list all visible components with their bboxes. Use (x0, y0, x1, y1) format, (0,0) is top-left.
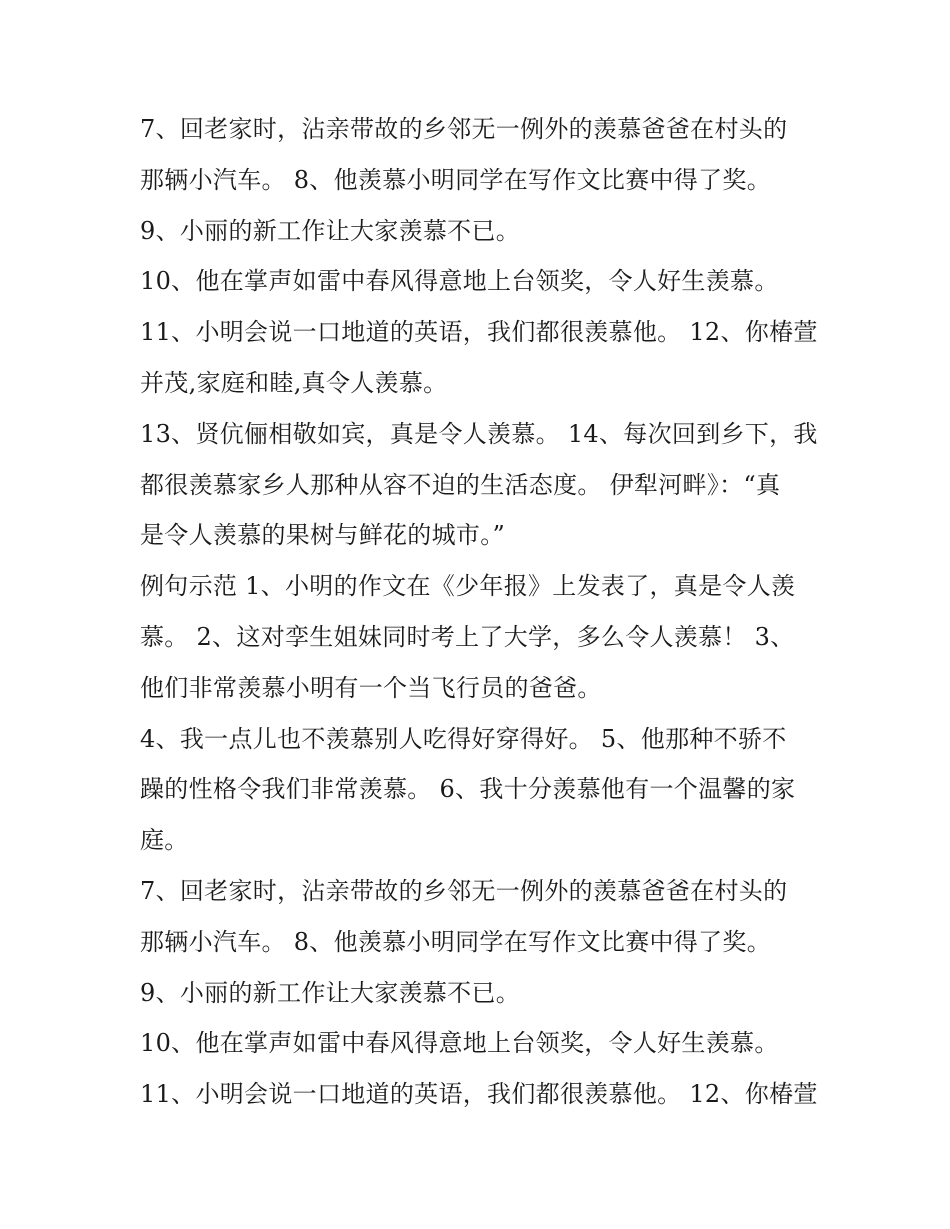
text-line: 例句示范 1、小明的作文在《少年报》上发表了，真是令人羡 (140, 572, 796, 601)
text-line: 并茂,家庭和睦,真令人羡慕。 (140, 368, 448, 397)
text-line: 他们非常羡慕小明有一个当飞行员的爸爸。 (140, 673, 602, 702)
text-line: 慕。 2、这对孪生姐妹同时考上了大学，多么令人羡慕！ 3、 (140, 622, 795, 651)
text-line: 7、回老家时，沾亲带故的乡邻无一例外的羡慕爸爸在村头的 (140, 115, 788, 143)
text-line: 庭。 (140, 826, 189, 855)
text-line: 都很羡慕家乡人那种从容不迫的生活态度。 伊犁河畔》：“真 (140, 470, 781, 499)
text-line: 4、我一点儿也不羡慕别人吃得好穿得好。 5、他那种不骄不 (140, 724, 787, 753)
text-line: 那辆小汽车。 8、他羡慕小明同学在写作文比赛中得了奖。 (140, 927, 771, 956)
text-line: 13、贤伉俪相敬如宾，真是令人羡慕。 14、每次回到乡下，我 (140, 419, 818, 448)
text-line: 那辆小汽车。 8、他羡慕小明同学在写作文比赛中得了奖。 (140, 165, 771, 194)
document-text (140, 104, 820, 1120)
text-line: 7、回老家时，沾亲带故的乡邻无一例外的羡慕爸爸在村头的 (140, 876, 788, 905)
text-line: 是令人羡慕的果树与鲜花的城市。” (140, 521, 506, 550)
text-line: 11、小明会说一口地道的英语，我们都很羡慕他。 12、你椿萱 (140, 1080, 818, 1109)
text-line: 9、小丽的新工作让大家羡慕不已。 (140, 216, 521, 245)
text-line: 9、小丽的新工作让大家羡慕不已。 (140, 978, 521, 1007)
text-line: 躁的性格令我们非常羡慕。 6、我十分羡慕他有一个温馨的家 (140, 775, 796, 804)
text-line: 11、小明会说一口地道的英语，我们都很羡慕他。 12、你椿萱 (140, 318, 818, 347)
text-line: 10、他在掌声如雷中春风得意地上台领奖，令人好生羡慕。 (140, 267, 779, 296)
text-line: 10、他在掌声如雷中春风得意地上台领奖，令人好生羡慕。 (140, 1029, 779, 1058)
